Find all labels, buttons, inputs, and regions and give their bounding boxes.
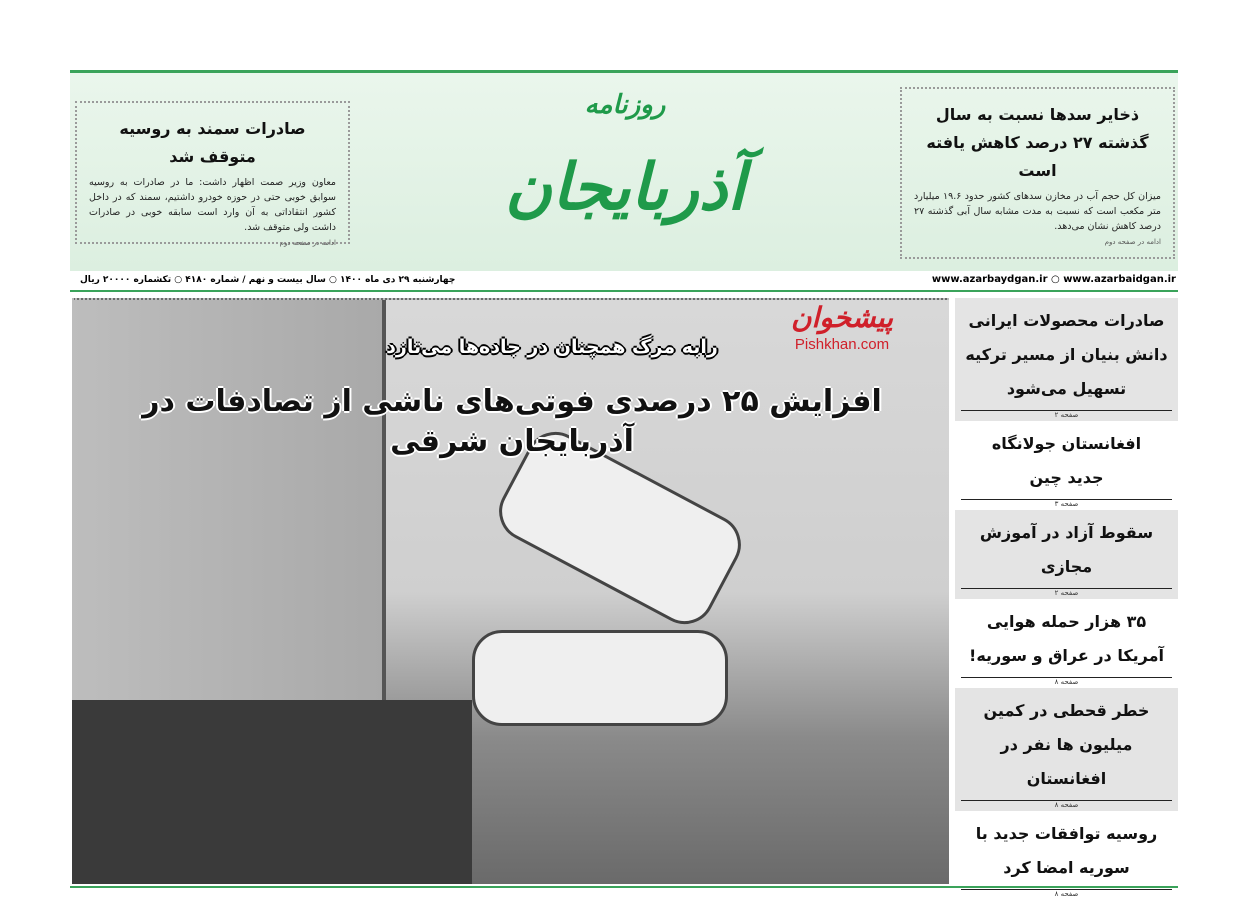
teaser-title: صادرات سمند به روسیه متوقف شد xyxy=(119,119,306,166)
truck-base-shape xyxy=(72,700,472,884)
websites[interactable]: www.azarbaydgan.ir ○ www.azarbaidgan.ir xyxy=(931,274,1176,285)
watermark xyxy=(772,300,912,354)
sidebar-item[interactable] xyxy=(955,688,1178,811)
sidebar-item[interactable] xyxy=(955,599,1178,688)
page-ref: صفحه ۳ xyxy=(961,499,1172,508)
teaser-body: معاون وزیر صمت اظهار داشت: ما در صادرات به روسیه سوابق خوبی حتی در حوزه خودرو داشتیم، سمند که در داخل کشور انتقاداتی به آن وارد است سابقه خوبی در صادرات داشت ولی متوقف شد. xyxy=(89,177,336,233)
masthead xyxy=(70,70,1178,271)
watermark-en: Pishkhan.com xyxy=(794,336,890,353)
logo-kind: روزنامه xyxy=(584,90,666,120)
newspaper-logo xyxy=(360,73,890,271)
sidebar-headlines xyxy=(955,298,1178,900)
sidebar-item-title: صادرات محصولات ایرانی دانش بنیان از مسیر ترکیه تسهیل می‌شود xyxy=(965,311,1168,398)
sidebar-item-title: روسیه توافقات جدید با سوریه امضا کرد xyxy=(975,824,1158,877)
sidebar-item-title: ۳۵ هزار حمله هوایی آمریکا در عراق و سوریه! xyxy=(969,612,1164,665)
sidebar-item[interactable] xyxy=(955,510,1178,599)
left-teaser-box[interactable] xyxy=(75,101,350,247)
page-ref: صفحه ۲ xyxy=(961,588,1172,597)
sidebar-item-title: سقوط آزاد در آموزش مجازی xyxy=(979,523,1154,576)
lead-headline[interactable]: افزایش ۲۵ درصدی فوتی‌های ناشی از تصادفات در آذربایجان شرقی xyxy=(142,384,882,459)
sidebar-item[interactable] xyxy=(955,298,1178,421)
lead-kicker: رابه مرگ همچنان در جاده‌ها می‌تازد xyxy=(386,336,718,358)
teaser-more: ادامه در صفحه دوم xyxy=(1104,238,1161,246)
page-ref: صفحه ۸ xyxy=(961,800,1172,809)
right-teaser-box[interactable] xyxy=(900,87,1175,259)
truck-shape xyxy=(72,300,386,720)
bottom-rule xyxy=(70,886,1178,888)
sidebar-item-title: خطر قحطی در کمین میلیون ها نفر در افغانستان xyxy=(983,701,1150,788)
page-ref: صفحه ۲ xyxy=(961,410,1172,419)
logo-name: آذربایجان xyxy=(504,150,746,225)
issue-date: چهارشنبه ۲۹ دی ماه ۱۴۰۰ ○ سال بیست و نهم / شماره ۴۱۸۰ ○ تکشماره ۲۰۰۰۰ ریال xyxy=(80,275,456,285)
sidebar-item-title: افغانستان جولانگاه جدید چین xyxy=(991,434,1142,487)
teaser-more: ادامه در صفحه دوم xyxy=(279,239,336,247)
watermark-fa: پیشخوان xyxy=(790,301,894,334)
page-ref: صفحه ۸ xyxy=(961,677,1172,686)
page-ref: صفحه ۸ xyxy=(961,889,1172,898)
dateline xyxy=(70,270,1178,292)
sidebar-item[interactable] xyxy=(955,421,1178,510)
teaser-body: میزان کل حجم آب در مخازن سدهای کشور حدود ۱۹.۶ میلیارد متر مکعب است که نسبت به مدت مشابه سال آبی گذشته ۲۷ درصد کاهش نشان می‌دهد. xyxy=(914,191,1161,232)
lead-photo[interactable] xyxy=(72,298,949,884)
teaser-title: ذخایر سدها نسبت به سال گذشته ۲۷ درصد کاهش یافته است xyxy=(926,105,1149,180)
car-shape xyxy=(472,630,728,726)
